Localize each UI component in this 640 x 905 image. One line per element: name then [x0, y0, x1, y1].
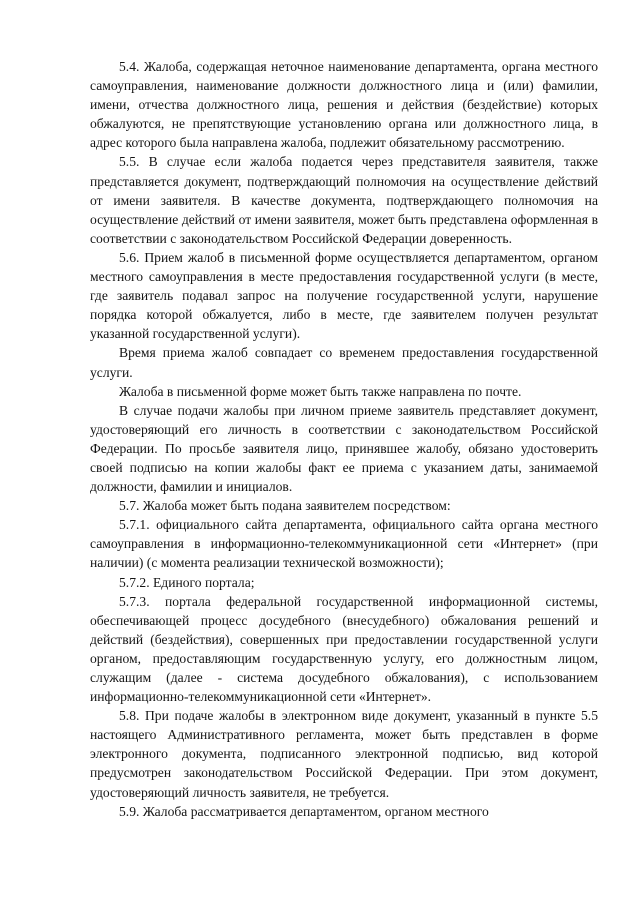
paragraph-5-7: 5.7. Жалоба может быть подана заявителем посредством: [119, 498, 451, 514]
document-body [90, 57, 598, 821]
paragraph-5-8: 5.8. При подаче жалобы в электронном виде документ, указанный в пункте 5.5 настоящего Административного регламента, может быть представлен в форме электронного документа, подписанного электронной подписью, вид которой предусмотрен законодательством Российской Федерации. При этом документ, удостоверяющий личность заявителя, не требуется. [90, 708, 598, 800]
paragraph-5-6: 5.6. Прием жалоб в письменной форме осуществляется департаментом, органом местного самоуправления в месте предоставления государственной услуги (в месте, где заявитель подавал запрос на получение государственной услуги, нарушение порядка которой обжалуется, либо в месте, где заявителем получен результат указанной государственной услуги). [90, 249, 598, 342]
paragraph-5-9: 5.9. Жалоба рассматривается департаментом, органом местного [119, 803, 489, 819]
paragraph-5-7-3: 5.7.3. портала федеральной государственной информационной системы, обеспечивающей процесс досудебного (внесудебного) обжалования решений и действий (бездействия), совершенных при предоставлении государственной услуги органом, предоставляющим государственную услугу, его должностным лицом, служащим (далее - система досудебного обжалования), с использованием информационно-телекоммуникационной сети «Интернет». [90, 593, 598, 705]
paragraph-5-7-1: 5.7.1. официального сайта департамента, официального сайта органа местного самоуправления в информационно-телекоммуникационной сети «Интернет» (при наличии) (с момента реализации технической возможности); [90, 517, 598, 571]
paragraph-5-5: 5.5. В случае если жалоба подается через представителя заявителя, также представляется документ, подтверждающий полномочия на осуществление действий от имени заявителя. В качестве документа, подтверждающего полномочия на осуществление действий от имени заявителя, может быть представлена оформленная в соответствии с законодательством Российской Федерации доверенность. [90, 154, 598, 246]
paragraph-personal-reception: В случае подачи жалобы при личном приеме заявитель представляет документ, удостоверяющий его личность в соответствии с законодательством Российской Федерации. По просьбе заявителя лицо, принявшее жалобу, обязано удостоверить своей подписью на копии жалобы факт ее приема с указанием даты, занимаемой должности, фамилии и инициалов. [90, 402, 598, 495]
paragraph-5-7-2: 5.7.2. Единого портала; [119, 574, 255, 590]
paragraph-reception-time: Время приема жалоб совпадает со временем предоставления государственной услуги. [90, 345, 598, 380]
paragraph-postal-submission: Жалоба в письменной форме может быть также направлена по почте. [119, 383, 522, 399]
paragraph-5-4: 5.4. Жалоба, содержащая неточное наименование департамента, органа местного самоуправления, наименование должности должностного лица и (или) фамилии, имени, отчества должностного лица, решения и действия (бездействие) которых обжалуются, не препятствующие установлению органа или должностного лица, в адрес которого была направлена жалоба, подлежит обязательному рассмотрению. [90, 59, 598, 151]
